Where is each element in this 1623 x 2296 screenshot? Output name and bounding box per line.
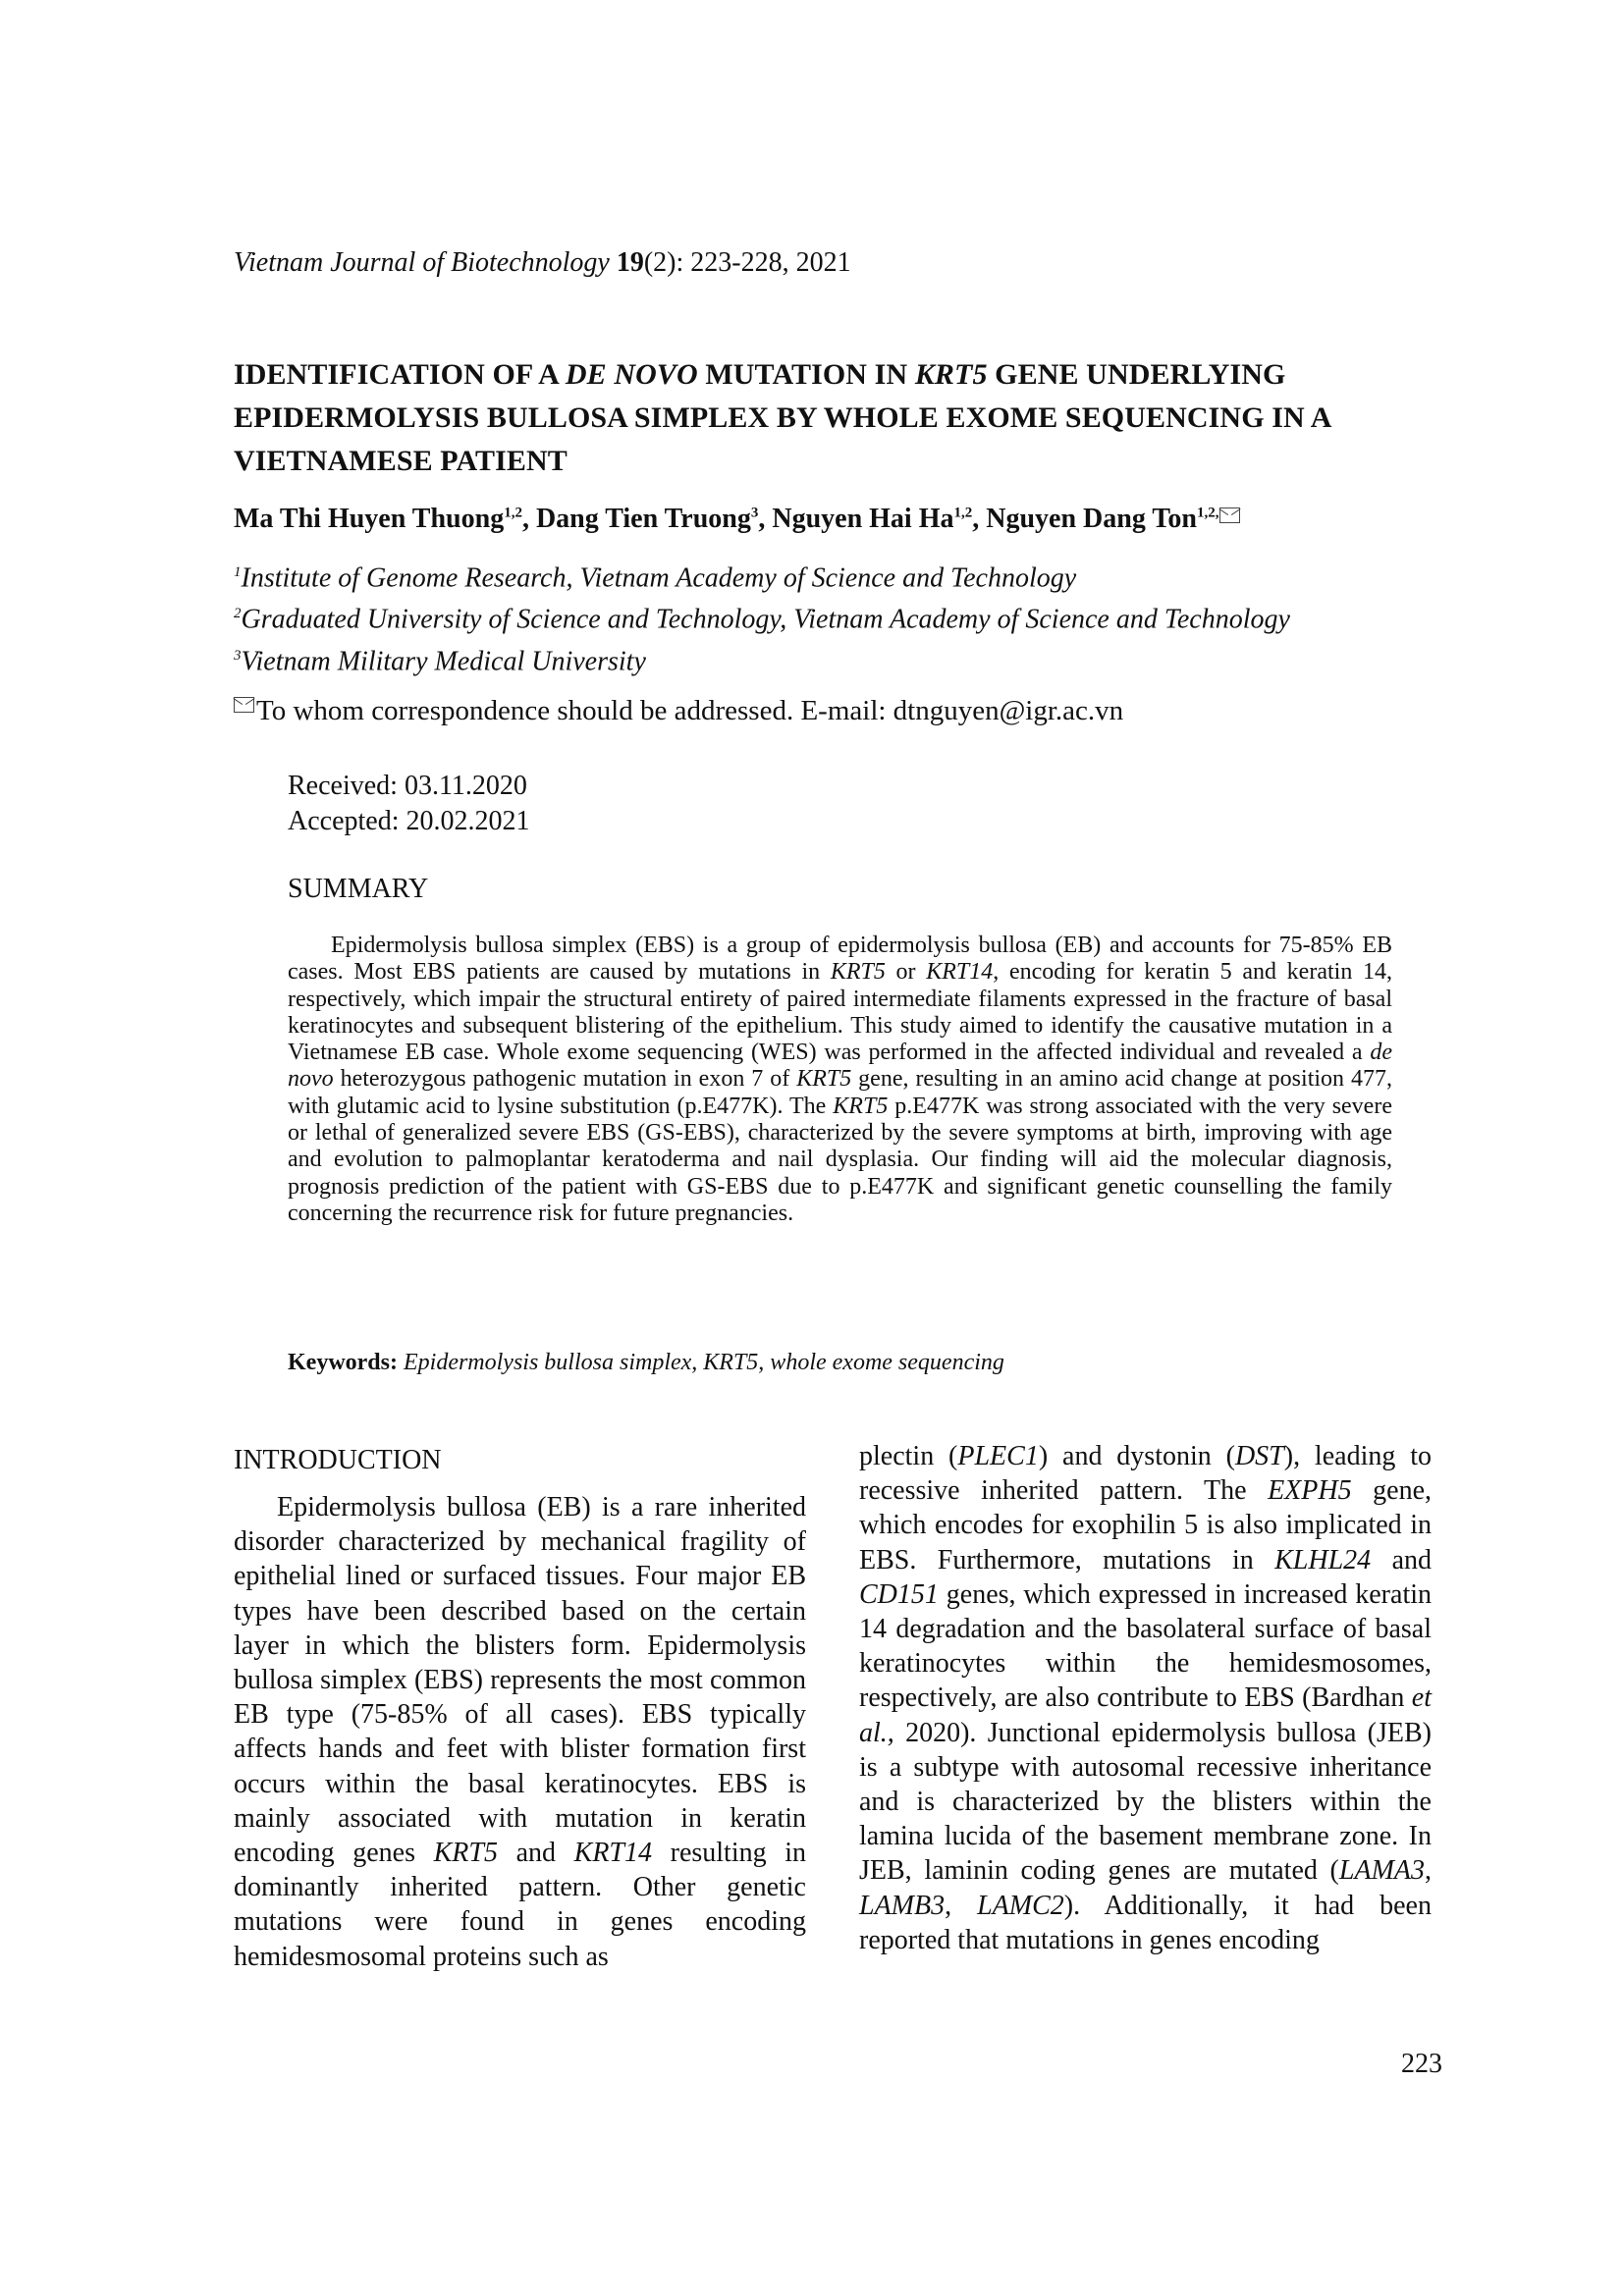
body-text: ). Additionally, it had been reported that mutations in genes encoding: [859, 1890, 1432, 1955]
body-text: ,: [945, 1890, 978, 1921]
journal-citation: [234, 247, 851, 279]
body-text: ), leading to recessive inherited pattern. The: [859, 1441, 1432, 1507]
body-text: Epidermolysis bullosa (EB) is a rare inherited disorder characterized by mechanical fragility of epithelial lined or surfaced tissues. Four major EB types have been described based on the certain layer in which the blisters form. Epidermolysis bullosa simplex (EBS) represents the most common EB type (75-85% of all cases). EBS typically affects hands and feet with blister formation first occurs within the basal keratinocytes. EBS is mainly associated with mutation in keratin encoding genes: [234, 1492, 806, 1869]
affiliation-number: 3: [234, 647, 242, 664]
gene-name: KRT5: [433, 1838, 498, 1869]
author-name: Dang Tien Truong: [535, 504, 751, 534]
gene-name: KRT5: [796, 1066, 852, 1093]
author-affiliation-sup: 1,2,: [1197, 505, 1219, 521]
abstract-paragraph: [288, 933, 1392, 1227]
citation-et-al: et al.,: [859, 1682, 1432, 1748]
body-text: and: [1371, 1544, 1432, 1575]
author-affiliation-sup: 3: [750, 505, 759, 521]
journal-issue-pages: (2): 223-228, 2021: [643, 247, 851, 278]
body-text: plectin (: [859, 1441, 958, 1471]
keywords-value: Epidermolysis bullosa simplex, KRT5, whole exome sequencing: [397, 1350, 1004, 1375]
italic-term: de novo: [288, 1040, 1392, 1093]
title-text-italic: KRT5: [914, 358, 988, 391]
gene-name: KRT5: [830, 959, 886, 986]
gene-name: LAMC2: [977, 1890, 1064, 1921]
gene-name: DST: [1234, 1441, 1284, 1471]
affiliation-number: 1: [234, 564, 242, 580]
affiliation-list: [234, 555, 1290, 679]
author-separator: ,: [758, 504, 773, 534]
paper-title: [234, 353, 1461, 483]
body-text: 2020). Junctional epidermolysis bullosa (JEB) is a subtype with autosomal recessive inheritance and is characterized by the blisters within the lamina lucida of the basement membrane zone. In JEB, laminin coding genes are mutated (: [859, 1717, 1432, 1887]
affiliation-number: 2: [234, 606, 242, 622]
gene-name: CD151: [859, 1578, 939, 1610]
gene-name: LAMB3: [859, 1890, 946, 1921]
introduction-paragraph-continued: [859, 1439, 1432, 1957]
title-text-italic: DE NOVO: [565, 358, 698, 391]
author-affiliation-sup: 1,2: [953, 505, 973, 521]
body-text: resulting in dominantly inherited pattern. Other genetic mutations were found in genes encoding hemidesmosomal proteins such as: [234, 1838, 807, 1972]
gene-name: EXPH5: [1268, 1475, 1352, 1507]
envelope-icon: [1219, 507, 1240, 523]
introduction-paragraph: [234, 1490, 806, 1974]
title-text: IDENTIFICATION OF A: [234, 358, 566, 391]
received-date: Received: 03.11.2020: [288, 771, 527, 801]
gene-name: LAMA3: [1338, 1855, 1425, 1887]
gene-name: PLEC1: [957, 1441, 1039, 1471]
title-text: MUTATION IN: [697, 358, 915, 391]
body-text: and: [497, 1838, 574, 1869]
abstract-text: gene, resulting in an amino acid change at position 477, with glutamic acid to lysine substitution (p.E477K). The: [288, 1066, 1392, 1119]
affiliation-text: Institute of Genome Research, Vietnam Academy of Science and Technology: [241, 562, 1077, 594]
abstract-text: p.E477K was strong associated with the very severe or lethal of generalized severe EBS (GS-EBS), characterized by the severe symptoms at birth, improving with age and evolution to palmoplantar keratoderma and nail dysplasia. Our finding will aid the molecular diagnosis, prognosis prediction of the patient with GS-EBS due to p.E477K and significant genetic counselling the family concerning the recurrence risk for future pregnancies.: [288, 1093, 1392, 1226]
affiliation-item: [234, 555, 1290, 596]
affiliation-item: [234, 638, 1290, 679]
author-affiliation-sup: 1,2: [504, 505, 522, 521]
abstract-text: Epidermolysis bullosa simplex (EBS) is a group of epidermolysis bullosa (EB) and accounts for 75-85% EB cases. Most EBS patients are caused by mutations in: [288, 933, 1392, 986]
correspondence-text: To whom correspondence should be addressed. E-mail: dtnguyen@igr.ac.vn: [256, 695, 1124, 726]
body-text: gene, which encodes for exophilin 5 is also implicated in EBS. Furthermore, mutations in: [859, 1475, 1433, 1575]
gene-name: KRT14: [573, 1838, 653, 1869]
gene-name: KRT5: [833, 1093, 889, 1119]
introduction-left-column: [234, 1490, 806, 1974]
body-text: ,: [1425, 1855, 1432, 1887]
correspondence-line: [234, 695, 1123, 727]
author-list: [234, 504, 1490, 535]
body-text: ) and dystonin (: [1038, 1441, 1235, 1471]
author-name: Ma Thi Huyen Thuong: [234, 504, 505, 534]
author-separator: ,: [521, 504, 536, 534]
author-name: Nguyen Hai Ha: [772, 504, 954, 534]
abstract-text: heterozygous pathogenic mutation in exon 7 of: [333, 1066, 797, 1093]
affiliation-text: Vietnam Military Medical University: [241, 645, 646, 676]
keywords-label: Keywords:: [288, 1350, 398, 1375]
abstract-text: , encoding for keratin 5 and keratin 14, respectively, which impair the structural entirety of paired intermediate filaments expressed in the fracture of basal keratinocytes and subsequent blistering of the epithelium. This study aimed to identify the causative mutation in a Vietnamese EB case. Whole exome sequencing (WES) was performed in the affected individual and revealed a: [288, 959, 1393, 1066]
author-name: Nguyen Dang Ton: [986, 504, 1197, 534]
keywords-line: [288, 1350, 1004, 1376]
journal-name: Vietnam Journal of Biotechnology: [234, 247, 610, 278]
accepted-date: Accepted: 20.02.2021: [288, 806, 530, 836]
title-text: GENE UNDERLYING EPIDERMOLYSIS BULLOSA SIMPLEX BY WHOLE EXOME SEQUENCING IN A VIETNAMESE PATIENT: [234, 358, 1330, 477]
introduction-right-column: [859, 1439, 1432, 1957]
article-dates: [288, 769, 530, 839]
abstract-text: or: [885, 959, 927, 986]
affiliation-item: [234, 596, 1290, 637]
body-text: genes, which expressed in increased keratin 14 degradation and the basolateral surface of basal keratinocytes within the hemidesmosomes, respectively, are also contribute to EBS (Bardhan: [859, 1578, 1432, 1714]
journal-volume: 19: [616, 247, 644, 278]
page-number: 223: [1401, 2049, 1442, 2079]
gene-name: KRT14: [926, 959, 994, 986]
summary-heading: SUMMARY: [288, 874, 429, 904]
abstract-body: [288, 933, 1392, 1227]
affiliation-text: Graduated University of Science and Technology, Vietnam Academy of Science and Technology: [241, 604, 1290, 635]
introduction-heading: INTRODUCTION: [234, 1445, 442, 1475]
envelope-icon: [234, 697, 254, 713]
gene-name: KLHL24: [1274, 1544, 1372, 1575]
author-separator: ,: [972, 504, 987, 534]
